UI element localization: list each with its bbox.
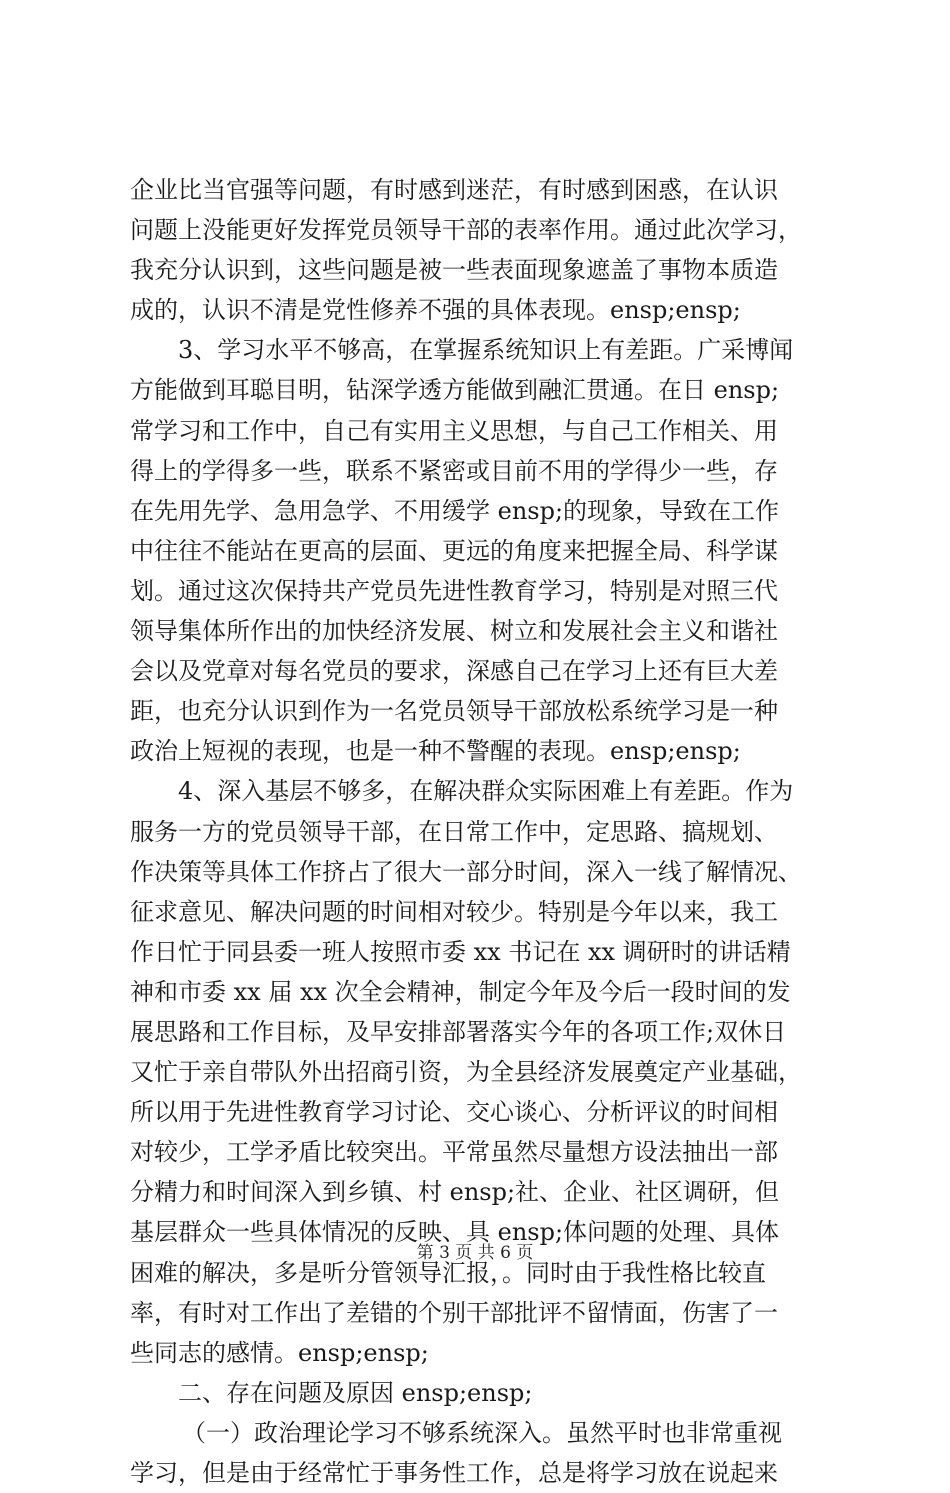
text-line: 划。通过这次保持共产党员先进性教育学习，特别是对照三代 [130,576,778,605]
body-text [130,170,835,1493]
text-line: 些同志的感情。ensp;ensp; [130,1338,429,1367]
text-line: 领导集体所作出的加快经济发展、树立和发展社会主义和谐社 [130,617,778,646]
text-line: 方能做到耳聪目明，钻深学透方能做到融汇贯通。在日 ensp; [130,376,780,405]
subsection-heading: （一）政治理论学习不够系统深入。虽然平时也非常重视 [182,1418,782,1447]
text-line: 又忙于亲自带队外出招商引资，为全县经济发展奠定产业基础， [130,1058,802,1087]
text-line: 困难的解决，多是听分管领导汇报，。同时由于我性格比较直 [130,1258,766,1287]
text-line: 常学习和工作中，自己有实用主义思想，与自己工作相关、用 [130,416,778,445]
text-line: 征求意见、解决问题的时间相对较少。特别是今年以来，我工 [130,897,778,926]
text-line: 成的，认识不清是党性修养不强的具体表现。ensp;ensp; [130,296,741,325]
text-line: 中往往不能站在更高的层面、更远的角度来把握全局、科学谋 [130,536,778,565]
text-line: 率，有时对工作出了差错的个别干部批评不留情面，伤害了一 [130,1298,778,1327]
text-line: 神和市委 xx 届 xx 次全会精神，制定今年及今后一段时间的发 [130,977,791,1006]
text-line: 政治上短视的表现，也是一种不警醒的表现。ensp;ensp; [130,737,741,766]
text-line: 在先用先学、急用急学、不用缓学 ensp;的现象，导致在工作 [130,496,780,525]
page-number-footer: 第 3 页 共 6 页 [416,1243,534,1263]
section-heading: 二、存在问题及原因 ensp;ensp; [178,1378,533,1407]
text-line: 问题上没能更好发挥党员领导干部的表率作用。通过此次学习， [130,216,802,245]
text-line: 基层群众一些具体情况的反映、具 ensp;体问题的处理、具体 [130,1218,780,1247]
text-line: 距，也充分认识到作为一名党员领导干部放松系统学习是一种 [130,697,778,726]
text-line: 我充分认识到，这些问题是被一些表面现象遮盖了事物本质造 [130,256,778,285]
text-line: 会以及党章对每名党员的要求，深感自己在学习上还有巨大差 [130,657,778,686]
text-line: 作决策等具体工作挤占了很大一部分时间，深入一线了解情况、 [130,857,802,886]
text-line: 分精力和时间深入到乡镇、村 ensp;社、企业、社区调研，但 [130,1178,780,1207]
text-line: 企业比当官强等问题，有时感到迷茫，有时感到困惑，在认识 [130,176,778,204]
text-line: 服务一方的党员领导干部，在日常工作中，定思路、搞规划、 [130,817,778,846]
text-line: 4、深入基层不够多，在解决群众实际困难上有差距。作为 [178,777,794,806]
text-line: 对较少，工学矛盾比较突出。平常虽然尽量想方设法抽出一部 [130,1138,778,1167]
text-line: 学习，但是由于经常忙于事务性工作，总是将学习放在说起来 [130,1459,778,1487]
text-line: 得上的学得多一些，联系不紧密或目前不用的学得少一些，存 [130,456,778,485]
text-line: 所以用于先进性教育学习讨论、交心谈心、分析评议的时间相 [130,1098,778,1127]
text-line: 3、学习水平不够高，在掌握系统知识上有差距。广采博闻 [178,336,794,365]
text-line: 作日忙于同县委一班人按照市委 xx 书记在 xx 调研时的讲话精 [130,937,791,966]
text-line: 展思路和工作目标，及早安排部署落实今年的各项工作;双休日 [130,1017,787,1046]
